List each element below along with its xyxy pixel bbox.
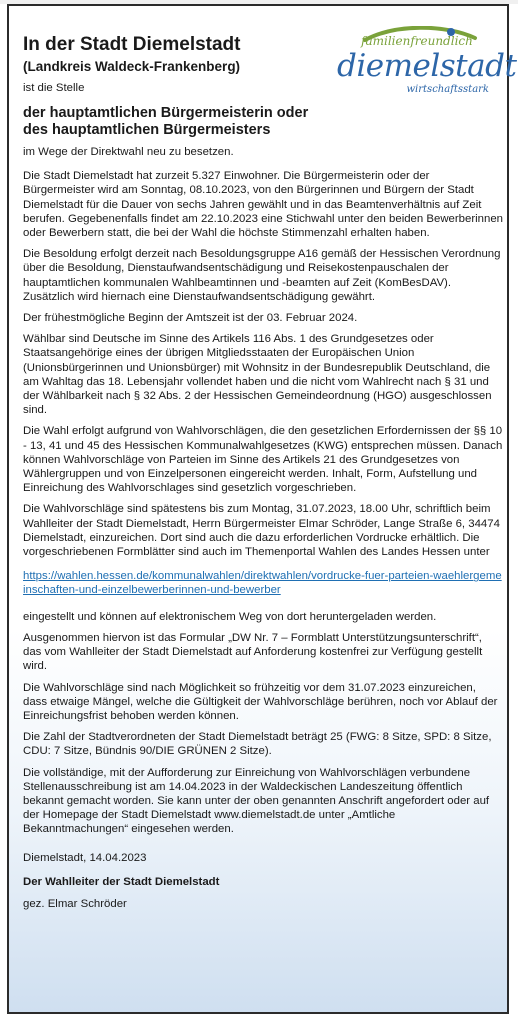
forms-link[interactable]: https://wahlen.hessen.de/kommunalwahlen/direktwahlen/vordrucke-fuer-parteien-waehlergemeinschaften-und-einzelbewerberinnen-und-bewerber [23, 570, 502, 597]
logo-top-text: familienfreundlich [361, 34, 473, 48]
page-subtitle: (Landkreis Waldeck-Frankenberg) [23, 59, 241, 74]
after-text: im Wege der Direktwahl neu zu besetzen. [23, 146, 234, 158]
paragraph-eligibility: Wählbar sind Deutsche im Sinne des Artikels 116 Abs. 1 des Grundgesetzes oder Staatsangehörige eines der übrigen Mitgliedsstaaten der Europäischen Union (Unionsbürgerinnen und Unionsbürger) mit Wohnsitz in der Bundesrepublik Deutschland, die am Wahltag das 18. Lebensjahr vollendet haben und die nicht vom Wahlrecht nach § 31 und der Wählbarkeit nach § 32 Abs. 2 der Hessischen Gemeindeordnung (HGO) ausgeschlossen sind. [23, 333, 492, 417]
paragraph-population: Die Stadt Diemelstadt hat zurzeit 5.327 Einwohner. Die Bürgermeisterin oder der Bürgermeister wird am Sonntag, 08.10.2023, von den Bürgerinnen und Bürgern der Stadt Diemelstadt für die Dauer von sechs Jahren gewählt und in das Beamtenverhältnis auf Zeit berufen. Gegebenenfalls findet am 22.10.2023 eine Stichwahl unter den beiden Bewerberinnen oder Bewerbern statt, die bei der Wahl die höchste Stimmenzahl erhalten haben. [23, 170, 504, 240]
intro-text: ist die Stelle [23, 82, 85, 94]
link-paragraph [23, 569, 503, 597]
paragraph-exception: Ausgenommen hiervon ist das Formular „DW Nr. 7 – Formblatt Unterstützungsunterschrift“, das vom Wahlleiter der Stadt Diemelstadt auf Anforderung kostenfrei zur Verfügung gestellt wird. [23, 631, 483, 673]
position-line-2: des hauptamtlichen Bürgermeisters [23, 122, 271, 138]
paragraph-deadline: Die Wahlvorschläge sind spätestens bis zum Montag, 31.07.2023, 18.00 Uhr, schriftlich beim Wahlleiter der Stadt Diemelstadt, Herrn Bürgermeister Elmar Schröder, Lange Straße 6, 34474 Diemelstadt, einzureichen. Dort sind auch die dazu erforderlichen Vordrucke erhältlich. Die vorgeschriebenen Formblätter sind auch im Themenportal Wahlen des Landes Hessen unter [23, 503, 500, 559]
announcement-content [23, 34, 503, 911]
paragraph-start-date: Der frühestmögliche Beginn der Amtszeit ist der 03. Februar 2024. [23, 312, 358, 325]
signature-title: Der Wahlleiter der Stadt Diemelstadt [23, 875, 220, 888]
paragraph-early-submission: Die Wahlvorschläge sind nach Möglichkeit so frühzeitig vor dem 31.07.2023 einzureichen, dass etwaige Mängel, welche die Gültigkeit der Wahlvorschläge berühren, noch vor Ablauf der Einreichungsfrist behoben werden können. [23, 681, 498, 722]
place-date: Diemelstadt, 14.04.2023 [23, 851, 147, 864]
logo-main-text: diemelstadt [337, 48, 517, 84]
paragraph-salary: Die Besoldung erfolgt derzeit nach Besoldungsgruppe A16 gemäß der Hessischen Verordnung über die Besoldung, Dienstaufwandsentschädigung und Reisekostenpauschalen der hauptamtlichen kommunalen Wahlbeamtinnen und -beamten auf Zeit (KomBesDAV). Zusätzlich wird hiernach eine Dienstaufwandsentschädigung gewährt. [23, 248, 501, 303]
paragraph-nominations: Die Wahl erfolgt aufgrund von Wahlvorschlägen, die den gesetzlichen Erfordernissen der §§ 10 - 13, 41 und 45 des Hessischen Kommunalwahlgesetzes (KWG) entsprechen müssen. Danach können Wahlvorschläge von Parteien im Sinne des Artikels 21 des Grundgesetzes von Wählergruppen und von Einzelpersonen eingereicht werden. Inhalt, Form, Aufstellung und Einreichung des Wahlvorschlages sind gesetzlich vorgeschrieben. [23, 425, 503, 495]
announcement-frame [7, 4, 517, 1014]
logo-bottom-text: wirtschaftsstark [406, 84, 489, 95]
position-line-1: der hauptamtlichen Bürgermeisterin oder [23, 105, 309, 121]
paragraph-publication: Die vollständige, mit der Aufforderung zur Einreichung von Wahlvorschlägen verbundene Stellenausschreibung ist am 14.04.2023 in der Waldeckischen Landeszeitung öffentlich bekannt gemacht worden. Sie kann unter der oben genannten Anschrift angefordert oder auf der Homepage der Stadt Diemelstadt www.diemelstadt.de unter „Amtliche Bekanntmachungen“ eingesehen werden. [23, 766, 490, 836]
paragraph-council: Die Zahl der Stadtverordneten der Stadt Diemelstadt beträgt 25 (FWG: 8 Sitze, SPD: 8 Sitze, CDU: 7 Sitze, Bündnis 90/DIE GRÜNEN 2 Sitze). [23, 731, 492, 758]
signed-by: gez. Elmar Schröder [23, 897, 127, 910]
page-title: In der Stadt Diemelstadt [23, 34, 241, 55]
paragraph-download: eingestellt und können auf elektronischem Weg von dort heruntergeladen werden. [23, 610, 437, 623]
